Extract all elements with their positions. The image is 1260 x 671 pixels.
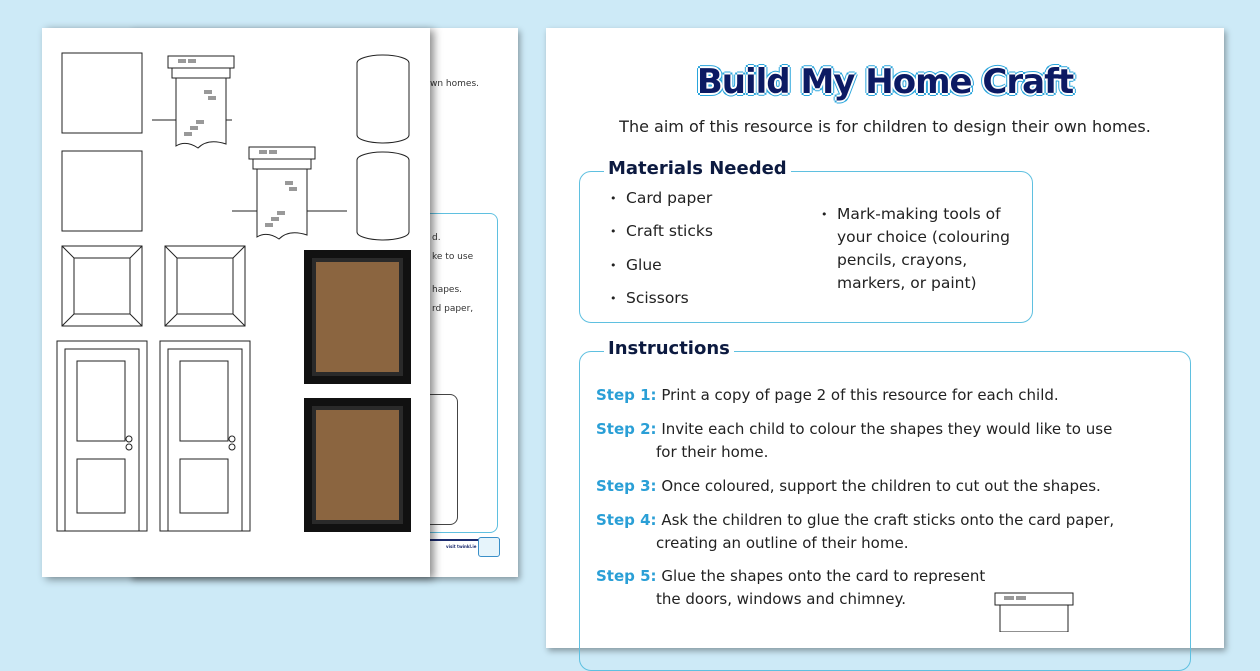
page-title: Build My Home Craft	[696, 62, 1074, 102]
chimney-shape	[249, 147, 315, 239]
material-item: • Craft sticks	[610, 222, 713, 240]
cutout-shapes	[42, 28, 430, 577]
instruction-step: Step 1: Print a copy of page 2 of this resource for each child.	[596, 386, 1059, 404]
text-fragment: d.	[432, 233, 441, 243]
instruction-page	[546, 28, 1224, 648]
materials-box	[579, 158, 1033, 323]
instruction-step: Step 5: Glue the shapes onto the card to represent the doors, windows and chimney.	[596, 567, 986, 608]
chimney-illustration	[994, 592, 1074, 632]
instruction-step: Step 2: Invite each child to colour the shapes they would like to use for their home.	[596, 420, 1113, 461]
material-item: • Glue	[610, 256, 662, 274]
image-frame	[430, 394, 458, 525]
brown-door-shape	[304, 398, 411, 532]
instructions-heading: Instructions	[604, 338, 734, 359]
text-fragment: rd paper,	[432, 304, 474, 314]
text-fragment: wn homes.	[430, 79, 479, 89]
aim-text: The aim of this resource is for children to design their own homes.	[619, 117, 1151, 136]
cutout-shapes-page	[42, 28, 430, 577]
door-shape	[57, 341, 147, 531]
instruction-step: Step 4: Ask the children to glue the craft sticks onto the card paper, creating an outline of their home.	[596, 511, 1115, 552]
footer-link: visit twinkl.ie	[446, 544, 477, 549]
material-item: • Card paper	[610, 189, 713, 207]
materials-heading: Materials Needed	[604, 158, 791, 179]
window-shape	[62, 246, 142, 326]
door-shape	[160, 341, 250, 531]
text-fragment: ke to use	[432, 252, 474, 262]
twinkl-logo	[478, 537, 500, 557]
cylinder-shape	[357, 55, 409, 143]
square-shape	[62, 151, 142, 231]
chimney-shape	[168, 56, 234, 148]
instruction-step: Step 3: Once coloured, support the children to cut out the shapes.	[596, 477, 1101, 495]
square-shape	[62, 53, 142, 133]
brown-door-shape	[304, 250, 411, 384]
window-shape	[165, 246, 245, 326]
material-item: • Mark-making tools of your choice (colouring pencils, crayons, markers, or paint)	[821, 205, 1010, 292]
material-item: • Scissors	[610, 289, 689, 307]
cylinder-shape	[357, 152, 409, 240]
text-fragment: hapes.	[432, 285, 463, 295]
